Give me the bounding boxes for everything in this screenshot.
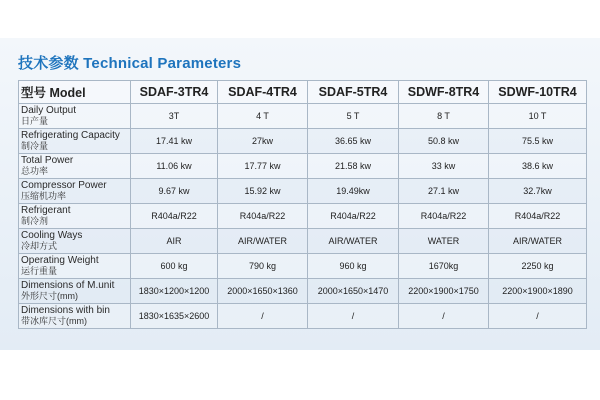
table-cell: R404a/R22: [489, 204, 587, 229]
table-row: [19, 154, 587, 179]
table-cell: 2000×1650×1470: [308, 279, 399, 304]
table-cell: 33 kw: [399, 154, 489, 179]
table-cell: /: [399, 304, 489, 329]
row-label-en: Operating Weight: [21, 255, 99, 266]
column-header-model: 型号 Model: [19, 81, 131, 104]
table-cell: 27.1 kw: [399, 179, 489, 204]
table-cell: 2000×1650×1360: [218, 279, 308, 304]
row-label: [19, 104, 131, 129]
table-cell: AIR: [131, 229, 218, 254]
row-label-en: Daily Output: [21, 105, 77, 116]
row-label-cn: 制冷剂: [21, 216, 49, 226]
table-row: [19, 129, 587, 154]
table-row: [19, 179, 587, 204]
table-cell: 2200×1900×1890: [489, 279, 587, 304]
table-cell: 19.49kw: [308, 179, 399, 204]
row-label-cn: 制冷量: [21, 141, 49, 151]
table-cell: 4 T: [218, 104, 308, 129]
spec-sheet: [0, 38, 600, 350]
row-label-cn: 运行重量: [21, 266, 58, 276]
page-title: 技术参数 Technical Parameters: [18, 55, 242, 72]
table-cell: 1830×1635×2600: [131, 304, 218, 329]
table-cell: AIR/WATER: [218, 229, 308, 254]
row-label-cn: 外形尺寸(mm): [21, 291, 78, 301]
row-label-en: Dimensions of M.unit: [21, 280, 115, 291]
row-label-en: Compressor Power: [21, 180, 107, 191]
table-cell: 17.77 kw: [218, 154, 308, 179]
table-row: [19, 254, 587, 279]
column-header: SDAF-3TR4: [131, 81, 218, 104]
row-label-en: Total Power: [21, 155, 74, 166]
table-cell: AIR/WATER: [308, 229, 399, 254]
table-cell: 600 kg: [131, 254, 218, 279]
table-cell: 15.92 kw: [218, 179, 308, 204]
row-label: [19, 129, 131, 154]
row-label: [19, 179, 131, 204]
row-label: [19, 279, 131, 304]
table-cell: 1830×1200×1200: [131, 279, 218, 304]
row-label-cn: 带冰库尺寸(mm): [21, 316, 87, 326]
table-cell: WATER: [399, 229, 489, 254]
table-cell: 1670kg: [399, 254, 489, 279]
table-cell: R404a/R22: [308, 204, 399, 229]
table-cell: 50.8 kw: [399, 129, 489, 154]
table-cell: R404a/R22: [399, 204, 489, 229]
table-row: [19, 229, 587, 254]
column-header: SDAF-4TR4: [218, 81, 308, 104]
column-header: SDWF-8TR4: [399, 81, 489, 104]
table-cell: 10 T: [489, 104, 587, 129]
row-label-en: Cooling Ways: [21, 230, 83, 241]
table-cell: 8 T: [399, 104, 489, 129]
table-cell: AIR/WATER: [489, 229, 587, 254]
table-cell: 2250 kg: [489, 254, 587, 279]
table-cell: 960 kg: [308, 254, 399, 279]
row-label: [19, 229, 131, 254]
table-cell: 3T: [131, 104, 218, 129]
table-cell: 5 T: [308, 104, 399, 129]
table-row: [19, 304, 587, 329]
row-label: [19, 204, 131, 229]
table-cell: 17.41 kw: [131, 129, 218, 154]
table-cell: 32.7kw: [489, 179, 587, 204]
table-cell: R404a/R22: [218, 204, 308, 229]
row-label-cn: 冷却方式: [21, 241, 58, 251]
table-cell: 36.65 kw: [308, 129, 399, 154]
row-label: [19, 304, 131, 329]
table-cell: /: [308, 304, 399, 329]
row-label-cn: 日产量: [21, 116, 49, 126]
row-label: [19, 154, 131, 179]
table-cell: 2200×1900×1750: [399, 279, 489, 304]
table-cell: R404a/R22: [131, 204, 218, 229]
table-cell: 9.67 kw: [131, 179, 218, 204]
table-cell: 75.5 kw: [489, 129, 587, 154]
table-cell: /: [218, 304, 308, 329]
table-cell: 38.6 kw: [489, 154, 587, 179]
table-cell: 27kw: [218, 129, 308, 154]
row-label: [19, 254, 131, 279]
table-row: [19, 204, 587, 229]
row-label-cn: 总功率: [21, 166, 49, 176]
table-row: [19, 279, 587, 304]
table-cell: 11.06 kw: [131, 154, 218, 179]
table-cell: /: [489, 304, 587, 329]
table-cell: 21.58 kw: [308, 154, 399, 179]
column-header: SDWF-10TR4: [489, 81, 587, 104]
table-row: [19, 104, 587, 129]
table-header-row: [19, 81, 587, 104]
row-label-cn: 压缩机功率: [21, 191, 67, 201]
row-label-en: Refrigerating Capacity: [21, 130, 120, 141]
technical-parameters-table: [18, 80, 587, 329]
column-header: SDAF-5TR4: [308, 81, 399, 104]
row-label-en: Refrigerant: [21, 205, 71, 216]
row-label-en: Dimensions with bin: [21, 305, 110, 316]
table-cell: 790 kg: [218, 254, 308, 279]
